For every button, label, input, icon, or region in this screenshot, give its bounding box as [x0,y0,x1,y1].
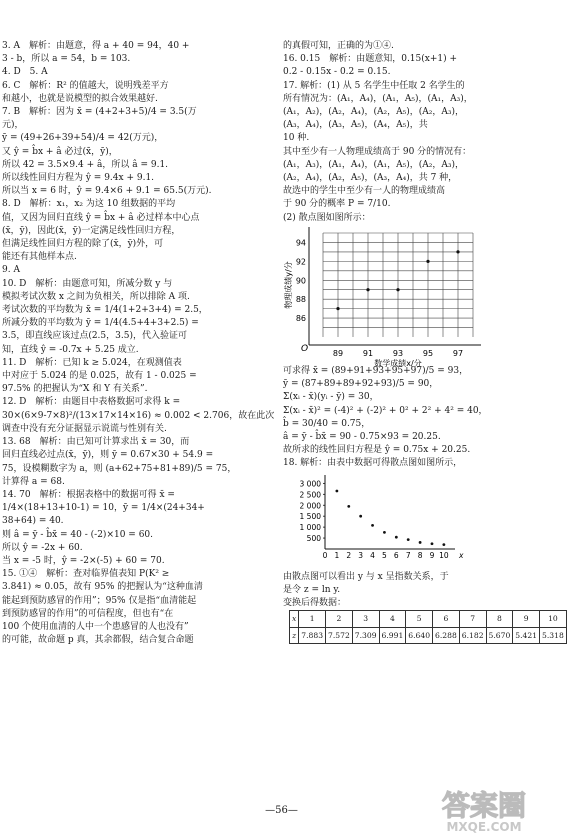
text-line: 又 ŷ = b̂x + â 必过(x̄，ȳ)， [2,146,118,157]
text-line: 30×(6×9-7×8)²/(13×17×14×16) ≈ 0.002 < 2.706，故在此次 [2,410,275,421]
y-tick-label: 88 [295,295,306,305]
text-line: 3 - b，所以 a = 54，b = 103. [2,54,131,65]
data-point [426,260,429,263]
table-cell: 6.288 [433,627,460,643]
text-line: 所减分数的平均数为 ȳ = 1/4(4.5+4+3+2.5) = [2,318,199,329]
text-line: 值，又因为回归直线 ŷ = b̂x + â 必过样本中心点 [2,212,200,223]
x-tick-label: 8 [417,550,423,560]
data-point [366,288,369,291]
data-point [359,514,362,517]
right-mid-text [283,365,555,471]
text-line: 考试次数的平均数为 x̄ = 1/4(1+2+3+4) = 2.5， [2,305,208,316]
text-line: â = ȳ - b̂x̄ = 90 - 0.75×93 = 20.25. [283,432,441,443]
text-line: 由散点图可以看出 y 与 x 呈指数关系，于 [283,571,449,582]
text-line: 7. B 解析：因为 x̄ = (4+2+3+5)/4 = 3.5(万 [2,107,197,118]
text-line: 17. 解析：(1) 从 5 名学生中任取 2 名学生的 [283,80,465,91]
text-line: 的可能，故命题 p 真，其余都假，结合复合命题 [2,635,194,646]
text-line: 15. ①④ 解析：查对临界值表知 P(K² ≥ [2,569,170,580]
y-tick-label: 3 000 [299,479,321,489]
table-cell: 5.670 [486,627,513,643]
text-line: 8. D 解析：x₁，x₂ 为这 10 组数据的平均 [2,199,176,210]
y-tick-label: 90 [295,276,306,286]
x-tick-label: 3 [358,550,364,560]
table-cell: 6 [433,611,460,627]
text-line: 知，直线 ŷ = -0.7x + 5.25 成立. [2,344,139,355]
x-tick-label: 5 [382,550,387,560]
table-cell: x [290,611,299,627]
text-line: b̂ = 30/40 = 0.75， [283,418,371,429]
table-cell: 7.309 [352,627,379,643]
data-point [396,288,399,291]
text-line: 故选中的学生中至少有一人的物理成绩高 [283,186,446,197]
watermark-logo [412,785,557,835]
table-cell: 3 [352,611,379,627]
text-line: 10 种. [283,133,310,144]
data-point [335,489,338,492]
y-tick-label: 94 [295,238,306,248]
text-line: 97.5% 的把握认为“X 和 Y 有关系”. [2,384,148,395]
data-point [407,538,410,541]
text-line: 75，设模糊数字为 a，则 (a+62+75+81+89)/5 = 75， [2,463,237,474]
table-cell: 8 [486,611,513,627]
text-line: 3. A 解析：由题意，得 a + 40 = 94，40 + [2,41,190,51]
text-line: 3.841) ≈ 0.05，故有 95% 的把握认为“这种血清 [2,582,203,593]
text-line: 13. 68 解析：由已知可计算求出 x̄ = 30，而 [2,437,190,448]
scatter-chart-exponential [283,471,555,566]
text-line: 能还有其他样本点. [2,252,77,263]
text-line: (A₃，A₄)，(A₃，A₅)，(A₄，A₅)，共 [283,120,428,131]
text-line: 则 â = ȳ - b̂x̄ = 40 - (-2)×10 = 60. [2,529,154,540]
y-tick-label: 1 500 [299,511,321,521]
data-point [442,543,445,546]
y-tick-label: 86 [295,313,306,323]
y-tick-label: 500 [306,533,321,543]
table-cell: 6.182 [459,627,486,643]
text-line: 故所求的线性回归方程是 ŷ = 0.75x + 20.25. [283,445,471,456]
text-line: 18. 解析：由表中数据可得散点图如图所示， [283,458,463,469]
text-line: 是令 z = ln y. [283,585,341,596]
origin-label: O [301,343,309,354]
text-line: Σ(xᵢ - x̄)² = (-4)² + (-2)² + 0² + 2² + 4² = 40， [283,405,488,416]
text-line: ȳ = (49+26+39+54)/4 = 42(万元)， [2,133,164,144]
table-cell: 7.883 [299,627,326,643]
left-column [2,40,275,647]
x-tick-label: 93 [392,348,404,358]
text-line: 1/4×(18+13+10-1) = 10，ȳ = 1/4×(24+34+ [2,503,205,514]
right-top-text [283,40,555,225]
x-tick-label: 9 [429,550,435,560]
x-tick-label: 0 [322,550,328,560]
table-cell: 6.991 [379,627,406,643]
y-tick-label: 2 000 [299,500,321,510]
text-line: 所以 ŷ = -2x + 60. [2,542,83,553]
data-point [456,250,459,253]
x-tick-label: 4 [370,550,375,560]
text-line: 到预防感冒的作用”的可信程度，但也有“在 [2,608,174,619]
data-point [419,541,422,544]
text-line: 于 90 分的概率 P = 7/10. [283,199,391,210]
text-line: 回归直线必过点(x̄，ȳ)，则 ȳ = 0.67×30 + 54.9 = [2,450,214,461]
table-cell: 1 [299,611,326,627]
text-line: 元)， [2,120,24,131]
x-tick-label: 97 [452,348,464,358]
x-tick-label: 6 [393,550,399,560]
text-line: 当 x = -5 时，ŷ = -2×(-5) + 60 = 70. [2,555,165,566]
text-line: 16. 0.15 解析：由题意知，0.15(x+1) + [283,54,458,65]
table-row [290,611,567,627]
text-line: 38+64) = 40. [2,516,64,527]
x-tick-label: 10 [439,550,449,560]
text-line: 模拟考试次数 x 之间为负相关，所以排除 A 项. [2,291,190,302]
table-cell: 2 [326,611,353,627]
data-point [371,524,374,527]
text-line: (2) 散点图如图所示： [283,212,371,223]
text-line: 100 个使用血清的人中一个患感冒的人也没有” [2,621,189,632]
text-line: 3.5，即直线应该过点(2.5，3.5)，代入验证可 [2,331,187,342]
text-line: 所以 42 = 3.5×9.4 + â，所以 â = 9.1. [2,159,169,170]
text-line: 中对应于 5.024 的是 0.025，故有 1 - 0.025 = [2,371,197,382]
x-tick-label: 89 [332,348,344,358]
text-line: 计算得 a = 68. [2,476,65,487]
text-line: 11. D 解析：已知 k ≥ 5.024，在观测值表 [2,357,182,368]
table-row [290,627,567,643]
y-axis-label: 物理成绩y/分 [284,261,293,309]
text-line: ȳ = (87+89+89+92+93)/5 = 90， [283,379,439,390]
text-line: 14. 70 解析：根据表格中的数据可得 x̄ = [2,489,175,500]
table-cell: 4 [379,611,406,627]
data-point [431,542,434,545]
table-cell: 7.572 [326,627,353,643]
x-tick-label: 95 [422,348,434,358]
table-cell: 6.640 [406,627,433,643]
text-line: 和越小，也就是说模型的拟合效果越好. [2,93,158,104]
y-tick-label: 2 500 [299,489,321,499]
text-line: 9. A [2,265,20,276]
x-tick-label: 2 [346,550,352,560]
x-tick-label: 1 [334,550,340,560]
page-number: —56— [265,805,298,816]
text-line: 4. D 5. A [2,67,48,78]
text-line: 所以当 x = 6 时，ŷ = 9.4×6 + 9.1 = 65.5(万元). [2,186,212,197]
scatter-chart-physics-math [283,225,555,368]
text-line: 10. D 解析：由题意可知，所减分数 y 与 [2,278,173,289]
text-line: 所以线性回归方程为 ŷ = 9.4x + 9.1. [2,173,155,184]
text-line: (A₂，A₄)，(A₂，A₅)，(A₃，A₄)，共 7 种， [283,173,458,184]
data-point [347,505,350,508]
data-point [383,531,386,534]
text-line: 所有情况为：(A₁，A₄)，(A₁，A₅)，(A₁，A₃)， [283,93,473,104]
text-line: 但满足线性回归方程的除了(x̄，ȳ)外，可 [2,239,164,250]
table-cell: 7 [459,611,486,627]
text-line: 其中至少有一人物理成绩高于 90 分的情况有： [283,146,472,157]
text-line: 12. D 解析：由题目中表格数据可求得 k = [2,397,181,408]
y-tick-label: 92 [295,257,306,267]
watermark-url: MXQE.COM [446,820,522,834]
text-line: 的真假可知，正确的为①④. [283,41,394,51]
text-line: 0.2 - 0.15x - 0.2 = 0.15. [283,67,391,78]
table-cell: z [290,627,299,643]
text-line: (A₁，A₃)，(A₁，A₄)，(A₁，A₅)，(A₂，A₃)， [283,159,464,170]
text-line: 调查中没有充分证据显示说谎与性别有关. [2,423,167,434]
text-line: (A₁，A₂)，(A₂，A₄)，(A₂，A₅)，(A₂，A₃)， [283,107,464,118]
transformed-data-table [289,610,567,643]
table-cell: 5.318 [540,627,567,643]
watermark-text: 答案圈 [441,789,527,822]
table-cell: 9 [513,611,540,627]
text-line: (x̄，ȳ)，因此(x̄，ȳ)一定满足线性回归方程， [2,225,181,236]
x-tick-label: 7 [405,550,411,560]
x-axis-label: 数学成绩x/分 [374,358,422,368]
table-cell: 5.421 [513,627,540,643]
text-line: 能起到预防感冒的作用”；95% 仅是指“血清能起 [2,595,197,606]
data-point [395,535,398,538]
table-cell: 10 [540,611,567,627]
text-line: 变换后得数据： [283,598,347,609]
right-column [283,40,564,644]
text-line: 可求得 x̄ = (89+91+93+95+97)/5 = 93， [283,366,469,377]
y-tick-label: 1 000 [299,522,321,532]
right-bottom-text [283,571,555,611]
x-axis-label: x [459,550,464,560]
data-point [336,307,339,310]
table-cell: 5 [406,611,433,627]
text-line: Σ(xᵢ - x̄)(yᵢ - ȳ) = 30， [283,392,379,403]
x-tick-label: 91 [362,348,374,358]
text-line: 6. C 解析：R² 的值越大，说明残差平方 [2,80,169,91]
